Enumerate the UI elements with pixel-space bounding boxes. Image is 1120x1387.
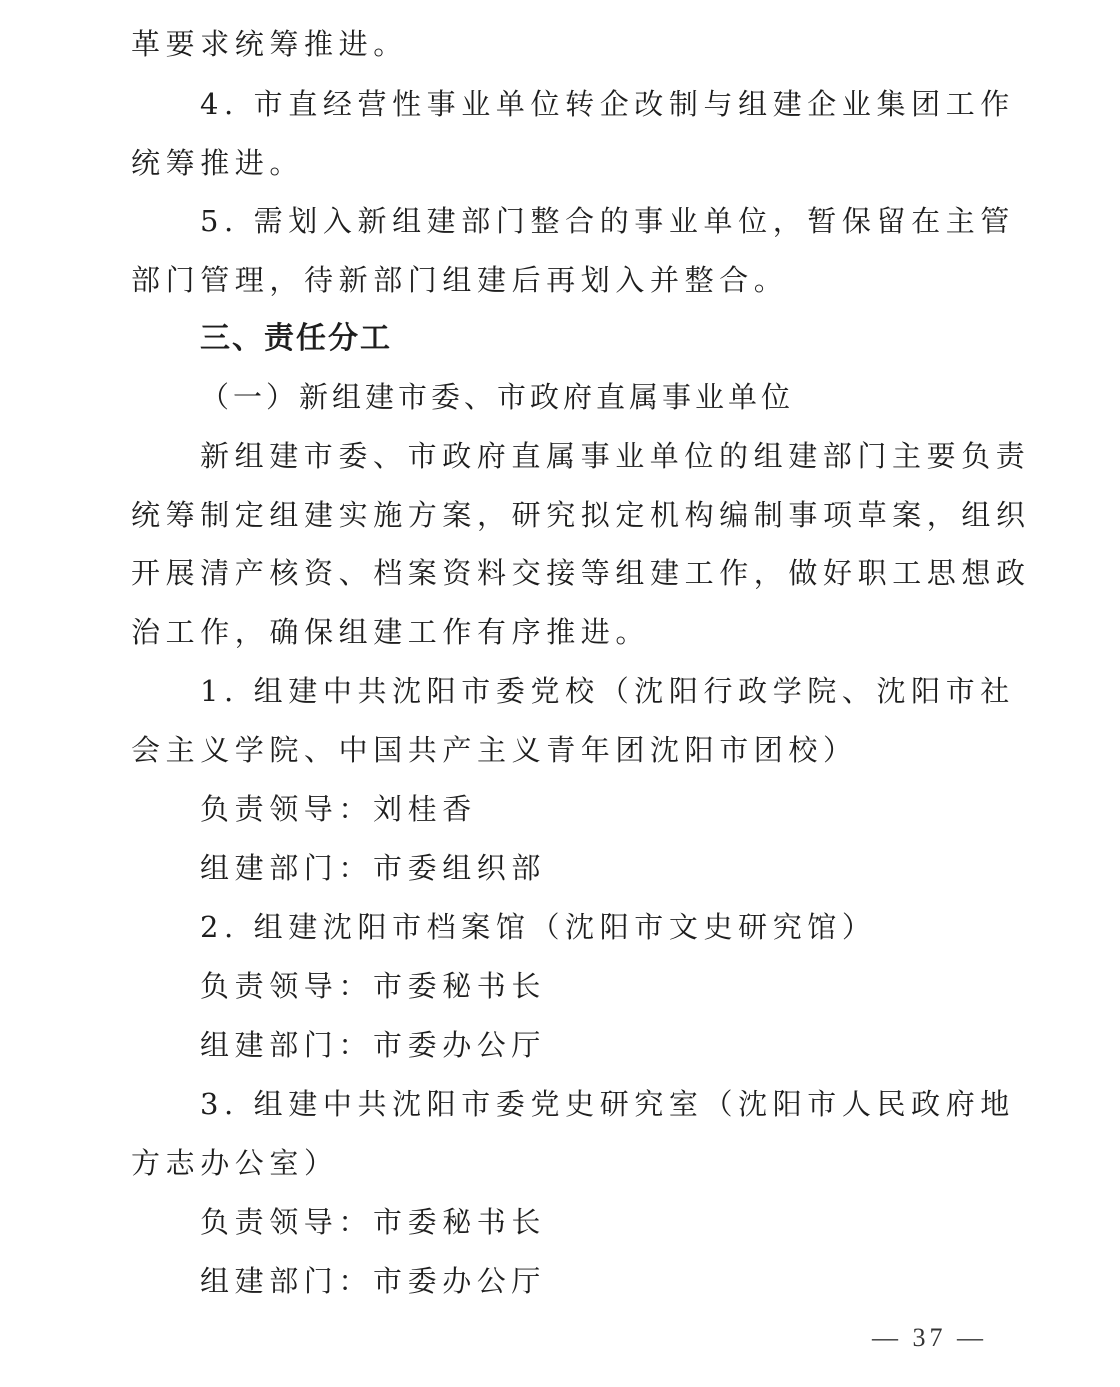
text-line: 部门管理，待新部门组建后再划入并整合。: [131, 263, 789, 297]
text-line: 新组建市委、市政府直属事业单位的组建部门主要负责: [200, 439, 1031, 473]
text-line: 会主义学院、中国共产主义青年团沈阳市团校）: [131, 733, 858, 767]
text-line: 负责领导：刘桂香: [200, 792, 477, 826]
text-line: 5. 需划入新组建部门整合的事业单位，暂保留在主管: [200, 204, 1015, 238]
page-number: — 37 —: [872, 1323, 987, 1352]
text-line: 2. 组建沈阳市档案馆（沈阳市文史研究馆）: [200, 910, 877, 944]
text-line: 统筹推进。: [131, 146, 305, 180]
text-line: 治工作，确保组建工作有序推进。: [131, 615, 651, 649]
section-heading: 三、责任分工: [200, 321, 392, 356]
text-line: 4. 市直经营性事业单位转企改制与组建企业集团工作: [200, 87, 1015, 121]
text-line: 3. 组建中共沈阳市委党史研究室（沈阳市人民政府地: [200, 1087, 1015, 1121]
text-line: 组建部门：市委组织部: [200, 851, 547, 885]
text-line: 组建部门：市委办公厅: [200, 1028, 547, 1062]
text-line: 方志办公室）: [131, 1146, 339, 1180]
text-line: 革要求统筹推进。: [131, 27, 408, 61]
text-line: 负责领导：市委秘书长: [200, 1205, 547, 1239]
text-line: 组建部门：市委办公厅: [200, 1264, 547, 1298]
text-line: 统筹制定组建实施方案，研究拟定机构编制事项草案，组织: [131, 498, 1031, 532]
text-line: 负责领导：市委秘书长: [200, 969, 547, 1003]
subsection-heading: （一）新组建市委、市政府直属事业单位: [200, 380, 795, 414]
text-line: 1. 组建中共沈阳市委党校（沈阳行政学院、沈阳市社: [200, 674, 1015, 708]
text-line: 开展清产核资、档案资料交接等组建工作，做好职工思想政: [131, 556, 1031, 590]
